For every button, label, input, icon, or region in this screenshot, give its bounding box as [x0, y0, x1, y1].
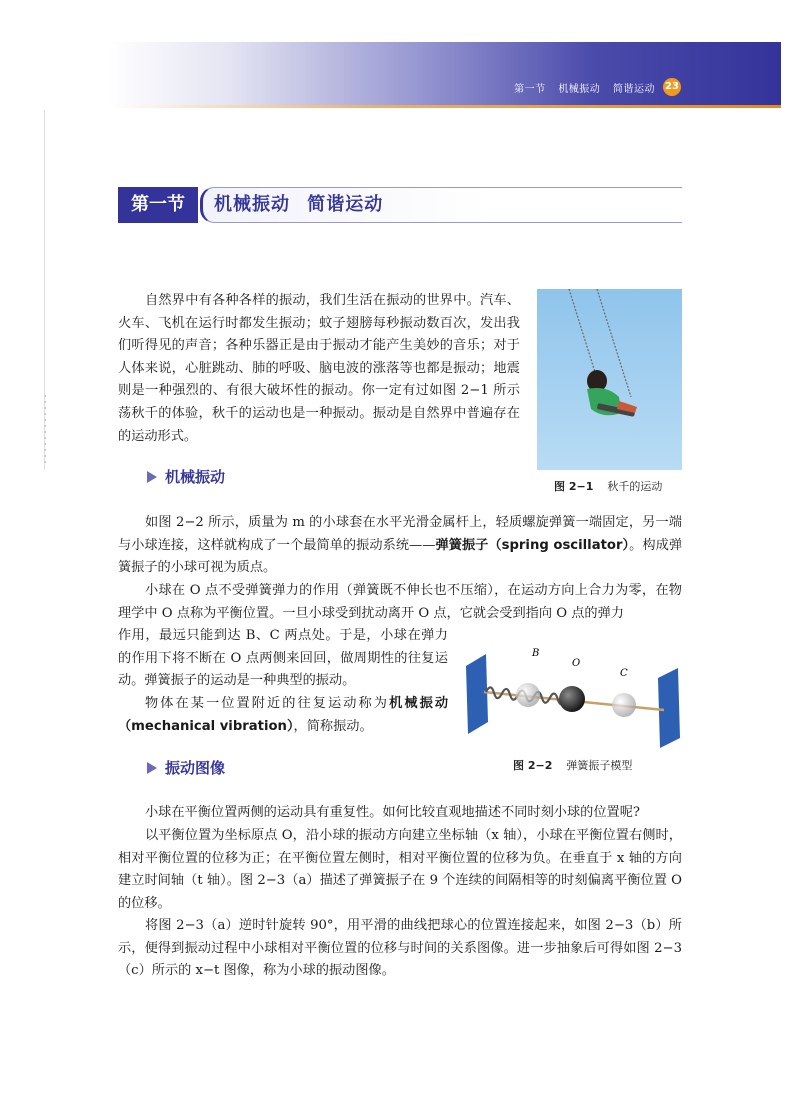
para-1-tail: 。构成弹簧振子的小球可视为质点。 [118, 537, 683, 576]
label-b: B [532, 648, 540, 659]
left-wall [466, 654, 488, 734]
intro-paragraph: 自然界中有各种各样的振动，我们生活在振动的世界中。汽车、火车、飞机在运行时都发生振动；蚊子翅膀每秒振动数百次，发出我们听得见的声音；各种乐器正是由于振动才能产生美妙的音乐；对于人体来说，心脏跳动、肺的呼吸、脑电波的涨落等也都是振动；地震则是一种强烈的、有很大破坏性的振动。你一定有过如图 2−1 所示荡秋千的体验，秋千的运动也是一种振动。振动是自然界中普遍存在的运动形式。 [118, 293, 520, 444]
figure-spring-oscillator [462, 638, 684, 750]
subhead-1-text: 机械振动 [165, 468, 226, 486]
subhead-2-text: 振动图像 [165, 759, 226, 777]
paragraph-x-t-graph: 将图 2−3（a）逆时针旋转 90°，用平滑的曲线把球心的位置连接起来，如图 2−3（b）所示，便得到振动过程中小球相对平衡位置的位移与时间的关系图像。进一步抽象后可得如图 2−3（c）所示的 x−t 图像，称为小球的振动图像。 [118, 918, 682, 979]
figure-2-1-caption [554, 478, 662, 494]
figure-2-2-caption [513, 757, 632, 773]
paragraph-spring-oscillator [118, 512, 682, 580]
figure-2-1-number: 图 2−1 [554, 480, 594, 493]
paragraph-definition [118, 693, 448, 738]
header-band [108, 42, 781, 108]
paragraph-equilibrium: 小球在 O 点不受弹簧弹力的作用（弹簧既不伸长也不压缩），在运动方向上合力为零，在物理学中 O 点称为平衡位置。一旦小球受到扰动离开 O 点，它就会受到指向 O 点的弹力 [118, 583, 682, 621]
triangle-bullet-icon [147, 471, 157, 483]
header-section: 第一节 [514, 84, 546, 95]
running-header [505, 80, 655, 95]
sky-background [537, 289, 682, 470]
section-title [118, 187, 682, 223]
header-topic: 简谐运动 [613, 84, 655, 95]
margin-dots [44, 395, 46, 465]
section-label: 第一节 [118, 187, 198, 223]
page-number: 23 [663, 78, 681, 96]
ball-position-b [516, 683, 540, 707]
section-name: 机械振动 简谐运动 [214, 194, 384, 215]
paragraph-question: 小球在平衡位置两侧的运动具有重复性。如何比较直观地描述不同时刻小球的位置呢? [145, 805, 641, 820]
figure-2-1-text: 秋千的运动 [607, 480, 663, 493]
right-wall [658, 668, 680, 748]
paragraph-periodic-motion: 作用，最远只能到达 B、C 两点处。于是，小球在弹力的作用下将不断在 O 点两侧来回回，做周期性的往复运动。弹簧振子的运动是一种典型的振动。 [118, 628, 448, 689]
header-chapter-topic: 机械振动 [558, 84, 601, 95]
para-4-tail: ，简称振动。 [293, 718, 373, 734]
subhead-vibration-graph [147, 757, 225, 778]
figure-2-2-number: 图 2−2 [513, 759, 553, 772]
para-1-text: 如图 2−2 所示，质量为 m 的小球套在水平光滑金属杆上，轻质螺旋弹簧一端固定，另一端与小球连接，这样就构成了一个最简单的振动系统—— [118, 515, 682, 553]
figure-2-2-text: 弹簧振子模型 [566, 759, 633, 772]
ball-position-o [559, 686, 585, 712]
triangle-bullet-icon [147, 762, 157, 774]
label-o: O [572, 658, 581, 669]
term-spring-oscillator: 弹簧振子（spring oscillator） [435, 537, 630, 553]
term-mechanical-vibration: 机械振动（mechanical vibration） [118, 696, 449, 734]
para-4-text: 物体在某一位置附近的往复运动称为 [145, 696, 390, 711]
ball-position-c [612, 693, 636, 717]
subhead-mechanical-vibration [147, 466, 225, 487]
header-accent-line [108, 105, 781, 108]
figure-swing-photo [537, 289, 682, 470]
label-c: C [620, 668, 628, 679]
paragraph-coordinate-axes: 以平衡位置为坐标原点 O，沿小球的振动方向建立坐标轴（x 轴），小球在平衡位置右侧时，相对平衡位置的位移为正；在平衡位置左侧时，相对平衡位置的位移为负。在垂直于 x 轴的方向建立时间轴（t 轴）。图 2−3（a）描述了弹簧振子在 9 个连续的间隔相等的时刻偏离平衡位置 O 的位移。 [118, 828, 682, 911]
